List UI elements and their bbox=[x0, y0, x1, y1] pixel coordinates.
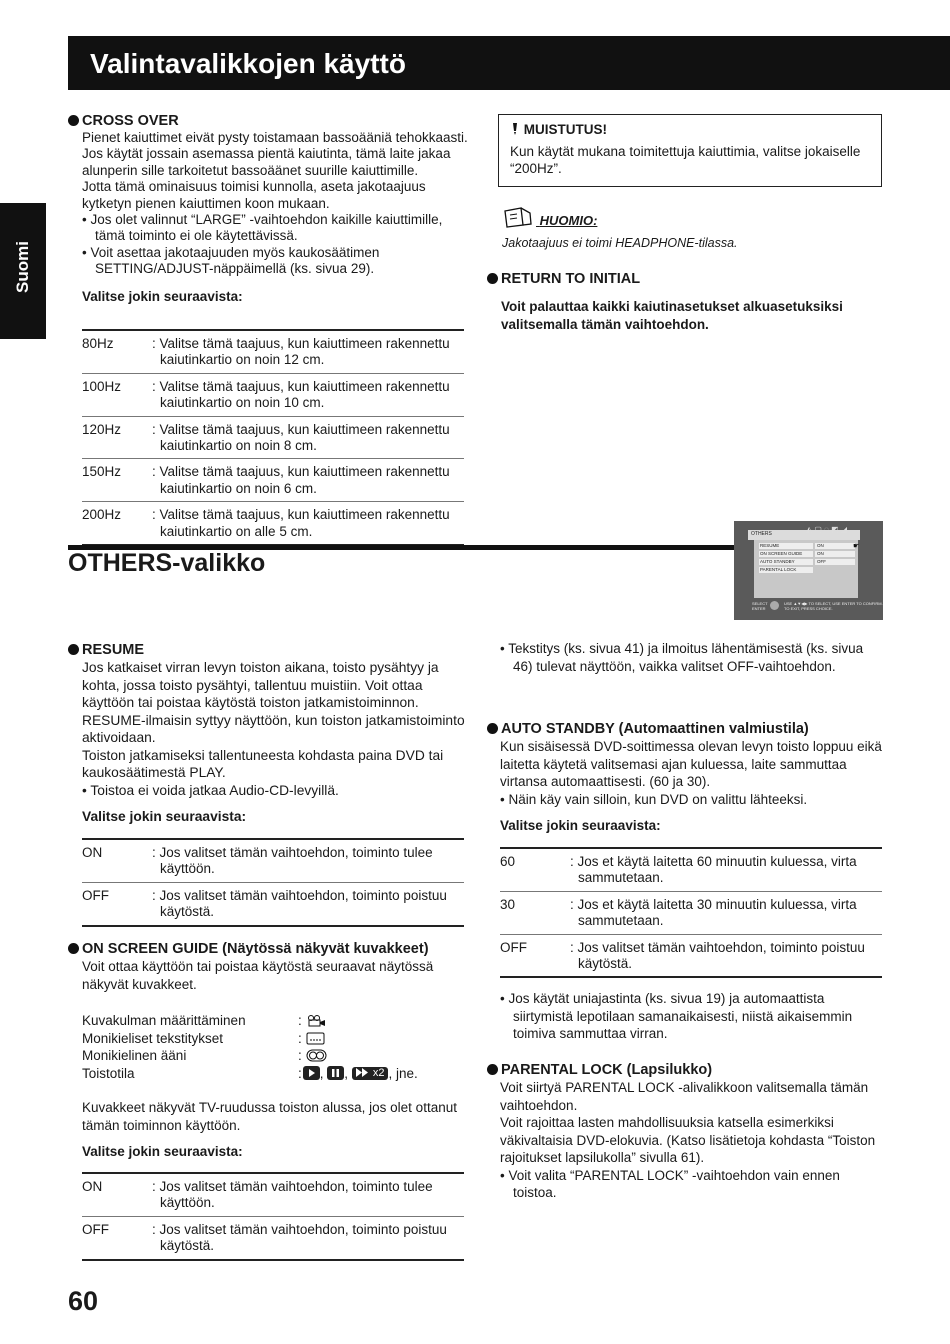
sleep-timer-bullet: • Jos käytät uniajastinta (ks. sivua 19) ja automaattista siirtymistä lepotilaan samanaikaisesti, niistä aikaisemmin toimiva sammuttaa virran. bbox=[500, 991, 853, 1041]
cross-over-section bbox=[68, 112, 468, 305]
screen-footer-left: SELECT ENTER bbox=[752, 601, 768, 611]
screen-row-value: ON bbox=[817, 551, 824, 556]
list-item: Monikieliset tekstitykset : bbox=[82, 1030, 462, 1048]
memo-content bbox=[510, 122, 870, 177]
play-icon bbox=[303, 1066, 320, 1080]
resume-section bbox=[68, 641, 468, 826]
screen-row-label: ON SCREEN GUIDE bbox=[760, 551, 803, 556]
table-row: 60 : Jos et käytä laitetta 60 minuutin kuluessa, virta sammutetaan. bbox=[500, 848, 882, 891]
table-row: 80Hz : Valitse tämä taajuus, kun kaiuttimeen rakennettu kaiutinkartio on noin 12 cm. bbox=[82, 330, 464, 373]
icons-list bbox=[82, 1012, 462, 1082]
table-row: 150Hz : Valitse tämä taajuus, kun kaiuttimeen rakennettu kaiutinkartio on noin 6 cm. bbox=[82, 459, 464, 502]
list-item: Kuvakulman määrittäminen : bbox=[82, 1012, 462, 1030]
camera-angle-icon bbox=[306, 1014, 328, 1027]
table-row: ON : Jos valitset tämän vaihtoehdon, toiminto tulee käyttöön. bbox=[82, 1173, 464, 1216]
screen-row-value: ON bbox=[817, 543, 824, 548]
audio-icon bbox=[306, 1049, 328, 1062]
on-screen-guide-heading: ON SCREEN GUIDE (Näytössä näkyvät kuvakkeet) bbox=[68, 940, 478, 958]
screen-row-label: PARENTAL LOCK bbox=[760, 567, 797, 572]
others-menu-screenshot bbox=[734, 521, 883, 620]
subtitle-zoom-bullet: • Tekstitys (ks. sivua 41) ja ilmoitus lähentämisestä (ks. sivua 46) tulevat näyttöön, vaikka valitset OFF-vaihtoehdon. bbox=[500, 641, 864, 674]
auto-standby-bullet-1: • Näin käy vain silloin, kun DVD on valittu lähteeksi. bbox=[500, 791, 808, 807]
cross-over-options-table bbox=[82, 329, 464, 546]
return-to-initial-text: Voit palauttaa kaikki kaiutinasetukset alkuasetuksiksi valitsemalla tämän vaihtoehdon. bbox=[501, 299, 843, 332]
table-row: OFF : Jos valitset tämän vaihtoehdon, toiminto poistuu käytöstä. bbox=[82, 1216, 464, 1259]
resume-options-table bbox=[82, 838, 464, 927]
others-section-title: OTHERS-valikko bbox=[68, 549, 266, 577]
resume-heading: RESUME bbox=[68, 641, 468, 659]
parental-lock-heading: PARENTAL LOCK (Lapsilukko) bbox=[487, 1061, 882, 1079]
cross-over-bullet-2: • Voit asettaa jakotaajuuden myös kaukosäätimen SETTING/ADJUST-näppäimellä (ks. sivua 29). bbox=[82, 244, 380, 277]
on-screen-guide-paragraph-2: Kuvakkeet näkyvät TV-ruudussa toiston alussa, jos olet ottanut tämän toiminnon käyttöön. bbox=[82, 1100, 457, 1133]
memo-heading: MUISTUTUS! bbox=[510, 122, 870, 138]
bullet-dot-icon bbox=[68, 115, 79, 126]
memo-text: Kun käytät mukana toimitettuja kaiuttimia, valitse jokaiselle “200Hz”. bbox=[510, 144, 861, 176]
subtitle-icon bbox=[306, 1032, 326, 1045]
screen-dpad-icon bbox=[770, 601, 779, 610]
auto-standby-options-table bbox=[500, 847, 882, 978]
resume-paragraph-1: Jos katkaiset virran levyn toiston aikana, toisto pysähtyy ja kohta, jossa toisto pysähtyi, tallentuu muistiin. Voit ottaa käyttöön tai poistaa käytöstä toiston jatkamistoiminnon. RESUME-ilmaisin syttyy näyttöön, kun toiston jatkamistoiminto aktivoidaan. bbox=[82, 660, 465, 745]
resume-bullet-1: • Toistoa ei voida jatkaa Audio-CD-levyillä. bbox=[82, 782, 339, 798]
screen-footer-right: USE ▲▼◀▶ TO SELECT, USE ENTER TO CONFIRM. TO EXIT, PRESS CHOICE. bbox=[784, 601, 883, 611]
bullet-dot-icon bbox=[487, 723, 498, 734]
table-row: ON : Jos valitset tämän vaihtoehdon, toiminto tulee käyttöön. bbox=[82, 839, 464, 882]
cross-over-paragraph-2: Jotta tämä ominaisuus toimisi kunnolla, aseta jakotaajuus kytketyn pienen kaiuttimen koon mukaan. bbox=[82, 179, 426, 211]
on-screen-guide-text-block bbox=[82, 1099, 462, 1161]
bullet-dot-icon bbox=[487, 1064, 498, 1075]
on-screen-guide-section bbox=[68, 940, 478, 993]
cross-over-paragraph-1: Pienet kaiuttimet eivät pysty toistamaan bassoääniä tehokkaasti. Jos käytät jossain asemassa pientä kaiutinta, tämä laite jakaa alunperin sille tarkoitetut bassoäänet suurille kaiuttimille. bbox=[82, 130, 468, 178]
right-top-bullet-block bbox=[500, 640, 880, 675]
pause-icon bbox=[327, 1066, 344, 1080]
list-item: Monikielinen ääni : bbox=[82, 1047, 462, 1065]
cross-over-heading: CROSS OVER bbox=[68, 112, 468, 130]
screen-row-label: AUTO STANDBY bbox=[760, 559, 795, 564]
table-row: 30 : Jos et käytä laitetta 30 minuutin kuluessa, virta sammutetaan. bbox=[500, 891, 882, 934]
bullet-dot-icon bbox=[487, 273, 498, 284]
parental-lock-bullet-1: • Voit valita “PARENTAL LOCK” -vaihtoehdon vain ennen toistoa. bbox=[500, 1167, 840, 1200]
pencil-icon bbox=[510, 122, 520, 136]
parental-lock-section bbox=[487, 1061, 882, 1202]
return-to-initial-section bbox=[487, 270, 877, 333]
list-item: Toistotila : , , x2 , jne. bbox=[82, 1065, 418, 1081]
huomio-note bbox=[502, 205, 882, 250]
table-row: 100Hz : Valitse tämä taajuus, kun kaiuttimeen rakennettu kaiutinkartio on noin 10 cm. bbox=[82, 373, 464, 416]
auto-standby-paragraph-1: Kun sisäisessä DVD-soittimessa olevan levyn toisto loppuu eikä laitetta käytetä valitsemasi ajan kuluessa, laite sammuttaa virtansa automaattisesti. (60 ja 30). bbox=[500, 739, 882, 789]
huomio-heading: HUOMIO: bbox=[502, 205, 882, 229]
auto-standby-section bbox=[487, 720, 882, 835]
bullet-dot-icon bbox=[68, 644, 79, 655]
screen-row-value: OFF bbox=[817, 559, 826, 564]
table-row: OFF : Jos valitset tämän vaihtoehdon, toiminto poistuu käytöstä. bbox=[82, 882, 464, 925]
screen-row-label: RESUME bbox=[760, 543, 780, 548]
resume-choose-label: Valitse jokin seuraavista: bbox=[82, 809, 247, 824]
on-screen-guide-choose-label: Valitse jokin seuraavista: bbox=[82, 1144, 243, 1159]
on-screen-guide-paragraph-1: Voit ottaa käyttöön tai poistaa käytöstä seuraavat näytössä näkyvät kuvakkeet. bbox=[82, 959, 434, 992]
notebook-icon bbox=[502, 205, 536, 229]
page-title: Valintavalikkojen käyttö bbox=[90, 48, 406, 79]
auto-standby-choose-label: Valitse jokin seuraavista: bbox=[500, 818, 661, 833]
bullet-dot-icon bbox=[68, 943, 79, 954]
auto-standby-note bbox=[500, 990, 882, 1043]
huomio-text: Jakotaajuus ei toimi HEADPHONE-tilassa. bbox=[502, 236, 738, 250]
screen-tab-icons: ◭ ▢ ◌ ◩ ◢ bbox=[806, 525, 848, 534]
resume-paragraph-2: Toiston jatkamiseksi tallentuneesta kohdasta paina DVD tai kaukosäätimestä PLAY. bbox=[82, 747, 444, 780]
parental-lock-paragraph-1: Voit siirtyä PARENTAL LOCK -alivalikkoon valitsemalla tämän vaihtoehdon. bbox=[500, 1080, 869, 1113]
table-row: 120Hz : Valitse tämä taajuus, kun kaiuttimeen rakennettu kaiutinkartio on noin 8 cm. bbox=[82, 416, 464, 459]
table-row: OFF : Jos valitset tämän vaihtoehdon, toiminto poistuu käytöstä. bbox=[500, 934, 882, 977]
screen-menu-title: OTHERS bbox=[751, 531, 772, 537]
language-tab-label: Suomi bbox=[13, 241, 32, 293]
etc-text: , jne. bbox=[388, 1065, 418, 1081]
auto-standby-heading: AUTO STANDBY (Automaattinen valmiustila) bbox=[487, 720, 882, 738]
cross-over-choose-label: Valitse jokin seuraavista: bbox=[82, 288, 243, 304]
parental-lock-paragraph-2: Voit rajoittaa lasten mahdollisuuksia katsella esimerkiksi väkivaltaisia DVD-elokuvia. (Katso lisätietoja kohdasta “Toiston rajoitukset lapsilukolla” sivulla 61). bbox=[500, 1115, 876, 1165]
on-screen-guide-options-table bbox=[82, 1172, 464, 1261]
return-to-initial-heading: RETURN TO INITIAL bbox=[487, 270, 877, 288]
cursor-hand-icon: ☛ bbox=[853, 543, 860, 550]
fast-forward-x2-icon: x2 bbox=[352, 1067, 389, 1080]
cross-over-bullet-1: • Jos olet valinnut “LARGE” -vaihtoehdon kaikille kaiuttimille, tämä toiminto ei ole käytettävissä. bbox=[82, 212, 443, 244]
page-number: 60 bbox=[68, 1286, 99, 1316]
table-row: 200Hz : Valitse tämä taajuus, kun kaiuttimeen rakennettu kaiutinkartio on alle 5 cm. bbox=[82, 502, 464, 545]
